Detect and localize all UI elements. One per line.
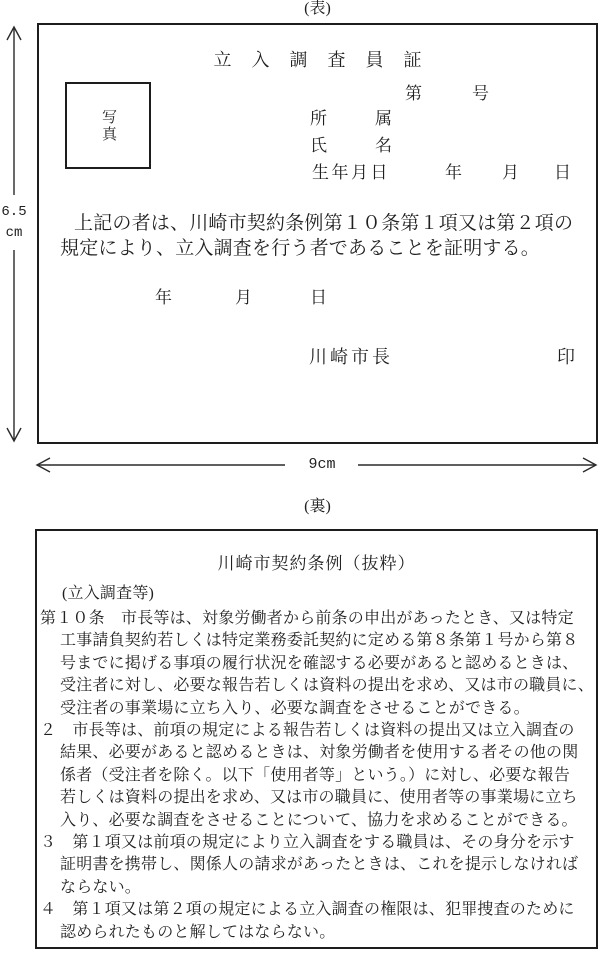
ordinance-line: ４ 第１項又は第２項の規定による立入調査の権限は、犯罪捜査のために <box>40 901 575 919</box>
height-value: 6.5 <box>1 204 27 220</box>
ordinance-line: ならない。 <box>60 878 142 896</box>
height-dimension-label <box>0 202 28 244</box>
ordinance-line: 工事請負契約若しくは特定業務委託契約に定める第８条第１号から第８ <box>60 632 579 650</box>
birth-year-label: 年 <box>445 163 462 182</box>
issue-day-label: 日 <box>310 288 327 307</box>
ordinance-title: 川崎市契約条例（抜粋） <box>217 554 416 573</box>
card-title: 立入調査員証 <box>213 50 442 70</box>
ordinance-section-heading: (立入調査等) <box>62 585 155 602</box>
ordinance-line: 受注者の事業場に立ち入り、必要な調査をさせることができる。 <box>60 699 530 717</box>
statement-line-1: 上記の者は、川崎市契約条例第１０条第１項又は第２項の <box>74 213 574 234</box>
photo-label: 写真 <box>100 108 116 143</box>
number-prefix-label: 第 <box>405 84 422 103</box>
ordinance-line: 号までに掲げる事項の履行状況を確認する必要があると認めるときは、 <box>60 654 579 672</box>
back-card <box>35 529 598 949</box>
ordinance-line: ２ 市長等は、前項の規定による報告若しくは資料の提出又は立入調査の <box>40 722 575 740</box>
ordinance-line: 受注者に対し、必要な報告若しくは資料の提出を求め、又は市の職員に、 <box>60 677 594 695</box>
ordinance-line: 入り、必要な調査をさせることについて、協力を求めることができる。 <box>60 811 578 829</box>
height-unit: cm <box>5 225 23 241</box>
birth-month-label: 月 <box>502 163 519 182</box>
number-suffix-label: 号 <box>472 84 489 103</box>
ordinance-line: ３ 第１項又は前項の規定により立入調査をする職員は、その身分を示す <box>40 834 575 852</box>
ordinance-body <box>40 608 594 944</box>
photo-box <box>65 82 151 169</box>
affiliation-label-right: 属 <box>375 109 392 128</box>
statement-line-2: 規定により、立入調査を行う者であることを証明する。 <box>60 238 541 259</box>
front-card <box>37 23 598 444</box>
width-dimension-label: 9cm <box>308 456 336 473</box>
name-label-left: 氏 <box>310 136 327 155</box>
issue-month-label: 月 <box>235 288 252 307</box>
issuer-label: 川崎市長 <box>309 347 393 367</box>
ordinance-line: 結果、必要があると認めるときは、対象労働者を使用する者その他の関 <box>60 744 579 762</box>
affiliation-label-left: 所 <box>310 109 327 128</box>
front-side-label: (表) <box>304 0 331 17</box>
ordinance-line: 第１０条 市長等は、対象労働者から前条の申出があったとき、又は特定 <box>40 610 574 627</box>
ordinance-line: 証明書を携帯し、関係人の請求があったときは、これを提示しなければ <box>60 856 579 874</box>
ordinance-line: 係者（受注者を除く。以下「使用者等」という。）に対し、必要な報告 <box>60 766 571 784</box>
ordinance-line: 認められたものと解してはならない。 <box>60 923 336 941</box>
issue-year-label: 年 <box>155 288 172 307</box>
seal-label: 印 <box>557 347 575 367</box>
birthdate-label: 生年月日 <box>312 163 390 182</box>
birth-day-label: 日 <box>554 163 571 182</box>
name-label-right: 名 <box>375 136 392 155</box>
ordinance-line: 若しくは資料の提出を求め、又は市の職員に、使用者等の事業場に立ち <box>60 789 578 807</box>
back-side-label: (裏) <box>304 498 331 515</box>
